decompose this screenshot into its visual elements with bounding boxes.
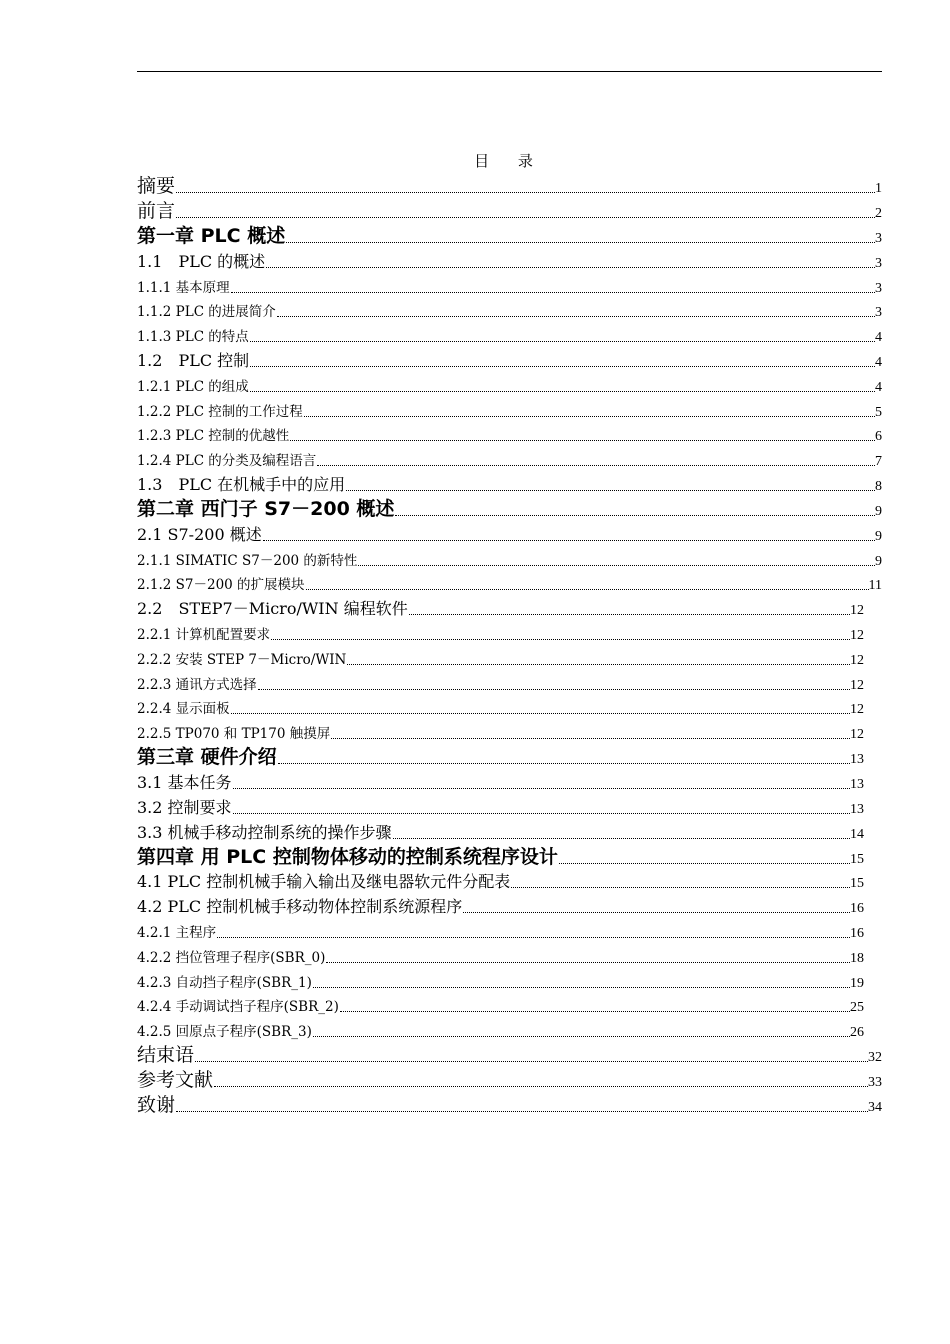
leader-dots: [393, 838, 850, 839]
toc-entry-label: 1.2.3 PLC 控制的优越性: [137, 428, 290, 445]
toc-entry-page: 12: [850, 677, 864, 693]
toc-entry-page: 4: [875, 379, 882, 395]
toc-title: 目 录: [474, 152, 545, 170]
toc-entry[interactable]: [137, 1017, 882, 1042]
leader-dots: [271, 639, 850, 640]
leader-dots: [195, 1061, 868, 1062]
toc-entry-page: 9: [875, 503, 882, 519]
leader-dots: [346, 490, 875, 491]
toc-entry-page: 12: [850, 652, 864, 668]
leader-dots: [263, 540, 875, 541]
toc-entry[interactable]: [137, 223, 882, 248]
toc-entry-page: 15: [850, 876, 864, 892]
toc-entry[interactable]: [137, 347, 882, 372]
leader-dots: [313, 1036, 850, 1037]
toc-entry-label: 4.2.5 回原点子程序(SBR_3): [137, 1024, 312, 1041]
toc-entry-label: 2.2 STEP7－Micro/WIN 编程软件: [137, 599, 408, 619]
toc-entry-page: 6: [875, 429, 882, 445]
toc-entry-page: 11: [868, 578, 882, 594]
leader-dots: [317, 465, 875, 466]
toc-entry-page: 14: [850, 826, 864, 842]
toc-entry-label: 第四章 用 PLC 控制物体移动的控制系统程序设计: [137, 845, 558, 868]
leader-dots: [290, 440, 875, 441]
toc-entry[interactable]: [137, 943, 882, 968]
toc-entry[interactable]: [137, 719, 882, 744]
toc-entry-page: 3: [875, 305, 882, 321]
leader-dots: [250, 366, 875, 367]
toc-entry-label: 2.1.2 S7－200 的扩展模块: [137, 577, 305, 594]
toc-entry-page: 4: [875, 354, 882, 370]
toc-entry[interactable]: [137, 322, 882, 347]
leader-dots: [306, 589, 869, 590]
toc-entry-label: 1.2 PLC 控制: [137, 350, 250, 370]
leader-dots: [266, 267, 875, 268]
toc-entry[interactable]: [137, 446, 882, 471]
toc-entry-page: 15: [850, 851, 864, 867]
toc-entry-label: 致谢: [137, 1094, 176, 1117]
toc-entry-label: 1.3 PLC 在机械手中的应用: [137, 474, 346, 494]
toc-entry-page: 18: [850, 950, 864, 966]
leader-dots: [231, 292, 875, 293]
toc-entry-label: 4.2.4 手动调试挡子程序(SBR_2): [137, 999, 339, 1016]
leader-dots: [463, 912, 850, 913]
leader-dots: [304, 416, 875, 417]
toc-entry-label: 结束语: [137, 1044, 195, 1067]
toc-entry[interactable]: [137, 993, 882, 1018]
toc-entry-label: 1.1 PLC 的概述: [137, 251, 266, 271]
toc-entry-label: 1.2.4 PLC 的分类及编程语言: [137, 453, 317, 470]
toc-entry-page: 9: [875, 528, 882, 544]
toc-entry-label: 第三章 硬件介绍: [137, 746, 277, 769]
toc-entry[interactable]: [137, 869, 882, 894]
toc-entry[interactable]: [137, 769, 882, 794]
leader-dots: [347, 664, 850, 665]
toc-entry[interactable]: [137, 248, 882, 273]
leader-dots: [409, 614, 850, 615]
leader-dots: [250, 341, 875, 342]
toc-entry[interactable]: [137, 1067, 882, 1092]
toc-entry[interactable]: [137, 645, 882, 670]
toc-entry-page: 2: [875, 206, 882, 221]
leader-dots: [233, 788, 850, 789]
toc-entry-label: 3.1 基本任务: [137, 772, 232, 792]
leader-dots: [340, 1011, 850, 1012]
toc-entry-page: 13: [850, 776, 864, 792]
table-of-contents: [137, 173, 882, 1117]
toc-entry-label: 第一章 PLC 概述: [137, 225, 286, 247]
leader-dots: [214, 1086, 868, 1087]
toc-entry-page: 32: [868, 1050, 882, 1066]
leader-dots: [277, 316, 875, 317]
leader-dots: [278, 763, 850, 764]
toc-entry[interactable]: [137, 372, 882, 397]
toc-entry-label: 1.1.2 PLC 的进展简介: [137, 304, 276, 321]
toc-entry-page: 12: [850, 727, 864, 743]
toc-entry-page: 13: [850, 801, 864, 817]
toc-entry[interactable]: [137, 471, 882, 496]
toc-entry[interactable]: [137, 521, 882, 546]
toc-entry[interactable]: [137, 844, 882, 869]
toc-entry-page: 33: [868, 1075, 882, 1091]
toc-entry-label: 4.2 PLC 控制机械手移动物体控制系统源程序: [137, 897, 463, 917]
toc-entry-page: 7: [875, 454, 882, 470]
toc-entry-label: 2.2.5 TP070 和 TP170 触摸屏: [137, 726, 331, 743]
toc-entry[interactable]: [137, 571, 882, 596]
toc-entry-label: 2.2.4 显示面板: [137, 701, 230, 718]
toc-entry-label: 2.2.2 安装 STEP 7－Micro/WIN: [137, 651, 347, 668]
toc-entry-label: 1.1.3 PLC 的特点: [137, 329, 249, 346]
toc-entry-page: 12: [850, 627, 864, 643]
leader-dots: [511, 887, 850, 888]
toc-entry[interactable]: [137, 620, 882, 645]
toc-entry[interactable]: [137, 918, 882, 943]
toc-entry-label: 摘要: [137, 175, 176, 197]
toc-entry[interactable]: [137, 893, 882, 918]
leader-dots: [331, 738, 850, 739]
toc-entry[interactable]: [137, 1092, 882, 1117]
leader-dots: [231, 713, 850, 714]
toc-entry[interactable]: [137, 173, 882, 198]
leader-dots: [176, 217, 875, 218]
toc-entry[interactable]: [137, 1042, 882, 1067]
toc-entry-page: 19: [850, 975, 864, 991]
leader-dots: [250, 391, 875, 392]
leader-dots: [395, 515, 875, 516]
toc-entry-label: 1.2.1 PLC 的组成: [137, 378, 249, 395]
leader-dots: [326, 962, 850, 963]
toc-entry[interactable]: [137, 744, 882, 769]
toc-entry-label: 4.1 PLC 控制机械手输入输出及继电器软元件分配表: [137, 872, 511, 892]
toc-entry-label: 第二章 西门子 S7－200 概述: [137, 497, 395, 520]
toc-entry-page: 3: [875, 231, 882, 246]
leader-dots: [313, 987, 850, 988]
toc-entry[interactable]: [137, 496, 882, 521]
toc-entry-page: 16: [850, 901, 864, 917]
toc-entry-page: 12: [850, 702, 864, 718]
toc-entry-page: 5: [875, 404, 882, 420]
toc-entry[interactable]: [137, 422, 882, 447]
toc-entry-page: 16: [850, 925, 864, 941]
toc-entry-label: 1.1.1 基本原理: [137, 279, 230, 296]
toc-entry-label: 2.1.1 SIMATIC S7－200 的新特性: [137, 552, 358, 569]
toc-entry[interactable]: [137, 819, 882, 844]
toc-entry-page: 12: [850, 603, 864, 619]
toc-entry-label: 前言: [137, 200, 176, 222]
leader-dots: [233, 813, 850, 814]
toc-entry-page: 34: [868, 1100, 882, 1116]
toc-entry[interactable]: [137, 397, 882, 422]
leader-dots: [217, 937, 850, 938]
toc-entry[interactable]: [137, 546, 882, 571]
leader-dots: [176, 192, 875, 193]
toc-entry[interactable]: [137, 298, 882, 323]
leader-dots: [358, 565, 875, 566]
toc-entry-page: 3: [875, 255, 882, 271]
toc-entry-page: 25: [850, 1000, 864, 1016]
toc-entry-page: 3: [875, 280, 882, 296]
toc-entry-label: 1.2.2 PLC 控制的工作过程: [137, 403, 303, 420]
leader-dots: [258, 689, 850, 690]
toc-entry-label: 2.2.3 通讯方式选择: [137, 676, 257, 693]
toc-entry[interactable]: [137, 595, 882, 620]
toc-entry-label: 2.2.1 计算机配置要求: [137, 626, 271, 643]
toc-entry-label: 2.1 S7-200 概述: [137, 524, 262, 544]
toc-entry-label: 3.2 控制要求: [137, 797, 232, 817]
toc-entry-label: 4.2.3 自动挡子程序(SBR_1): [137, 974, 312, 991]
toc-entry[interactable]: [137, 198, 882, 223]
toc-entry-label: 3.3 机械手移动控制系统的操作步骤: [137, 822, 392, 842]
toc-entry[interactable]: [137, 968, 882, 993]
toc-entry-page: 13: [850, 752, 864, 768]
toc-entry-page: 4: [875, 330, 882, 346]
toc-entry-label: 参考文献: [137, 1069, 214, 1092]
toc-entry-page: 1: [875, 181, 882, 196]
toc-entry-label: 4.2.1 主程序: [137, 924, 217, 941]
toc-entry-label: 4.2.2 挡位管理子程序(SBR_0): [137, 949, 326, 966]
toc-entry[interactable]: [137, 670, 882, 695]
toc-entry[interactable]: [137, 695, 882, 720]
toc-entry-page: 9: [875, 553, 882, 569]
leader-dots: [286, 242, 875, 243]
toc-entry-page: 26: [850, 1025, 864, 1041]
header-rule: [137, 71, 882, 72]
toc-entry[interactable]: [137, 794, 882, 819]
toc-entry[interactable]: [137, 273, 882, 298]
leader-dots: [559, 863, 850, 864]
toc-entry-page: 8: [875, 478, 882, 494]
leader-dots: [176, 1111, 868, 1112]
